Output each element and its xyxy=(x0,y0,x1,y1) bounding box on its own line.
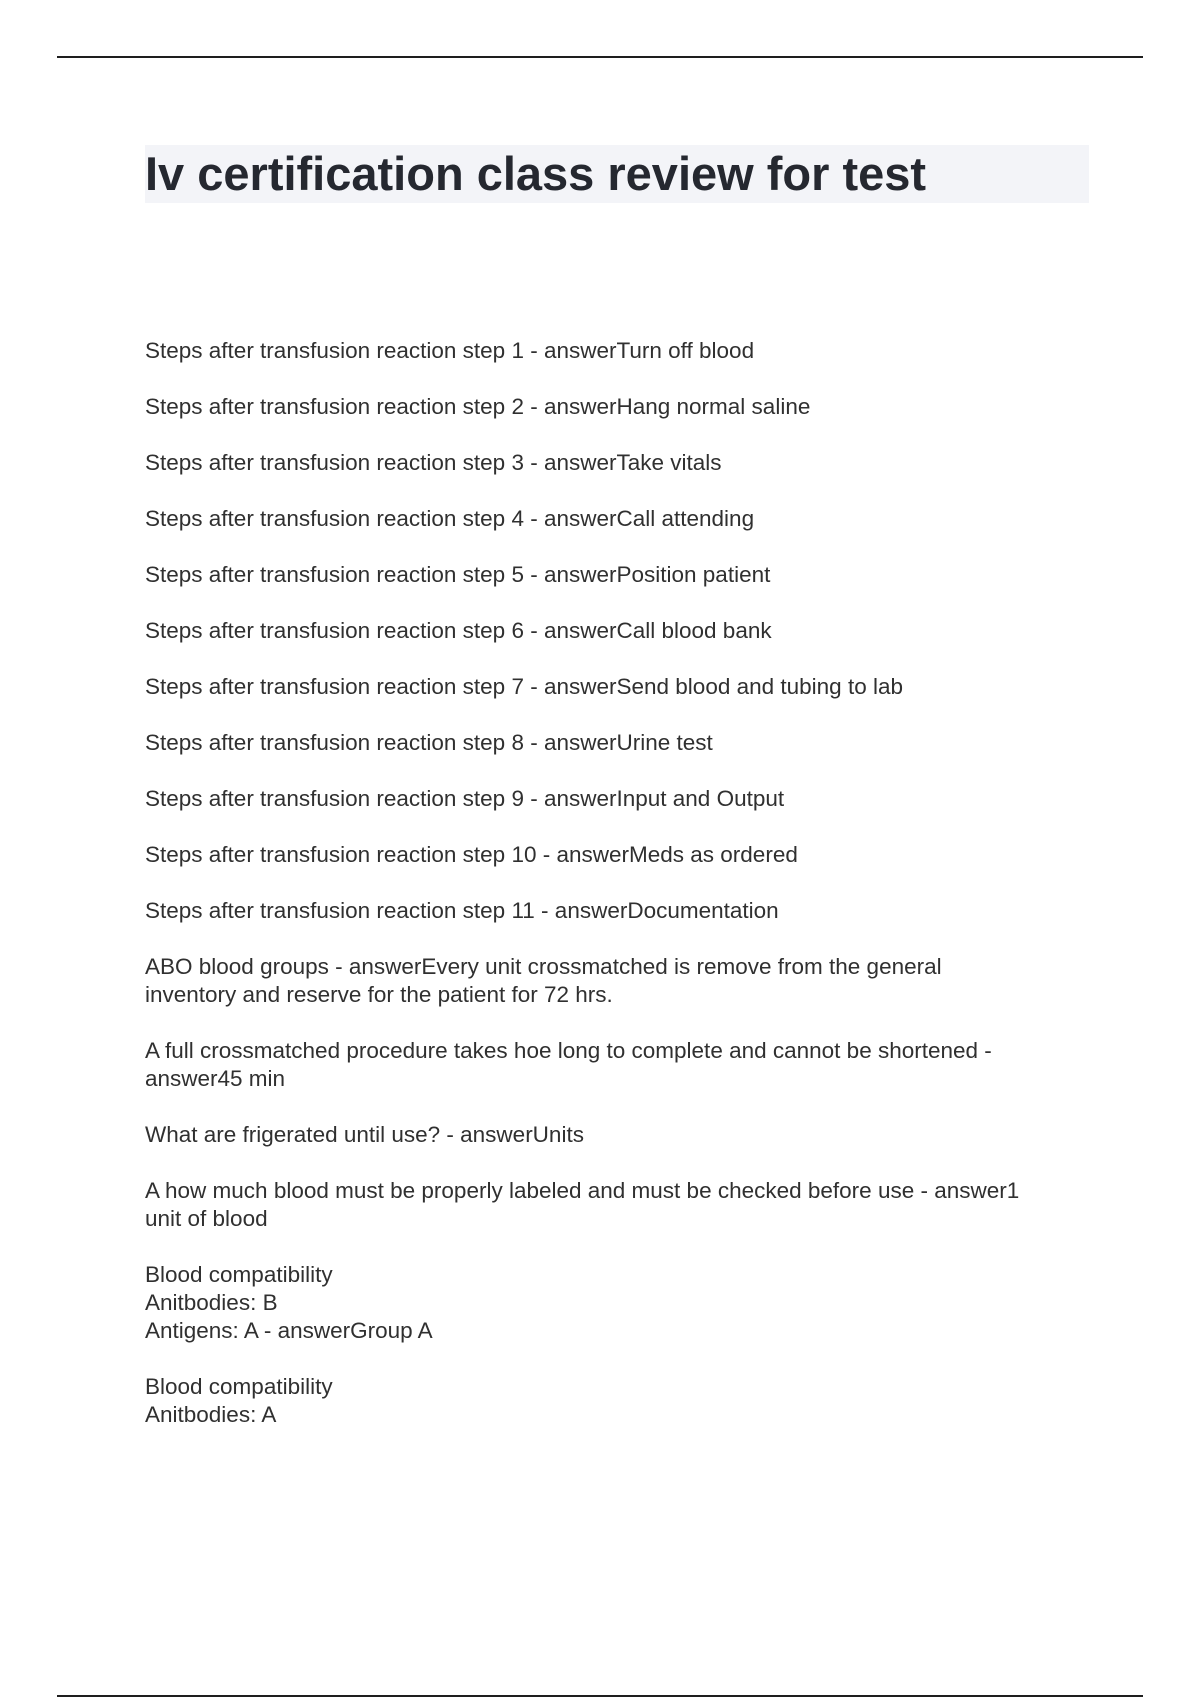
qa-entry xyxy=(145,561,1095,589)
qa-entry xyxy=(145,1037,1095,1093)
qa-entry-line: Steps after transfusion reaction step 11 - answerDocumentation xyxy=(145,898,779,923)
qa-entry-line: Steps after transfusion reaction step 4 - answerCall attending xyxy=(145,506,755,531)
qa-list xyxy=(145,337,1095,1457)
qa-entry xyxy=(145,1261,1095,1345)
qa-entry-line: Steps after transfusion reaction step 5 - answerPosition patient xyxy=(145,562,771,587)
qa-entry-line: Steps after transfusion reaction step 2 - answerHang normal saline xyxy=(145,394,811,419)
header-rule xyxy=(57,56,1143,58)
qa-entry-line: A full crossmatched procedure takes hoe long to complete and cannot be shortened - xyxy=(145,1038,992,1063)
qa-entry-line: A how much blood must be properly labeled and must be checked before use - answer1 xyxy=(145,1178,1020,1203)
qa-entry xyxy=(145,1373,1095,1429)
qa-entry-line: Antigens: A - answerGroup A xyxy=(145,1318,433,1343)
qa-entry-line: Anitbodies: A xyxy=(145,1402,277,1427)
qa-entry-line: Steps after transfusion reaction step 9 - answerInput and Output xyxy=(145,786,785,811)
qa-entry-line: Steps after transfusion reaction step 6 - answerCall blood bank xyxy=(145,618,772,643)
qa-entry xyxy=(145,337,1095,365)
qa-entry xyxy=(145,505,1095,533)
qa-entry xyxy=(145,785,1095,813)
qa-entry xyxy=(145,673,1095,701)
qa-entry xyxy=(145,617,1095,645)
qa-entry xyxy=(145,1121,1095,1149)
qa-entry-line: inventory and reserve for the patient for 72 hrs. xyxy=(145,982,613,1007)
qa-entry xyxy=(145,729,1095,757)
document-title: Iv certification class review for test xyxy=(145,147,927,200)
qa-entry xyxy=(145,841,1095,869)
qa-entry-line: ABO blood groups - answerEvery unit crossmatched is remove from the general xyxy=(145,954,942,979)
qa-entry-line: answer45 min xyxy=(145,1066,286,1091)
qa-entry-line: unit of blood xyxy=(145,1206,268,1231)
qa-entry-line: Steps after transfusion reaction step 3 - answerTake vitals xyxy=(145,450,722,475)
qa-entry-line: Steps after transfusion reaction step 1 - answerTurn off blood xyxy=(145,338,755,363)
qa-entry xyxy=(145,953,1095,1009)
qa-entry xyxy=(145,1177,1095,1233)
qa-entry-line: What are frigerated until use? - answerUnits xyxy=(145,1122,584,1147)
qa-entry xyxy=(145,449,1095,477)
qa-entry xyxy=(145,897,1095,925)
footer-rule xyxy=(57,1695,1143,1697)
qa-entry xyxy=(145,393,1095,421)
qa-entry-line: Anitbodies: B xyxy=(145,1290,278,1315)
qa-entry-line: Blood compatibility xyxy=(145,1374,333,1399)
qa-entry-line: Steps after transfusion reaction step 8 - answerUrine test xyxy=(145,730,713,755)
qa-entry-line: Blood compatibility xyxy=(145,1262,333,1287)
qa-entry-line: Steps after transfusion reaction step 10 - answerMeds as ordered xyxy=(145,842,798,867)
qa-entry-line: Steps after transfusion reaction step 7 - answerSend blood and tubing to lab xyxy=(145,674,903,699)
